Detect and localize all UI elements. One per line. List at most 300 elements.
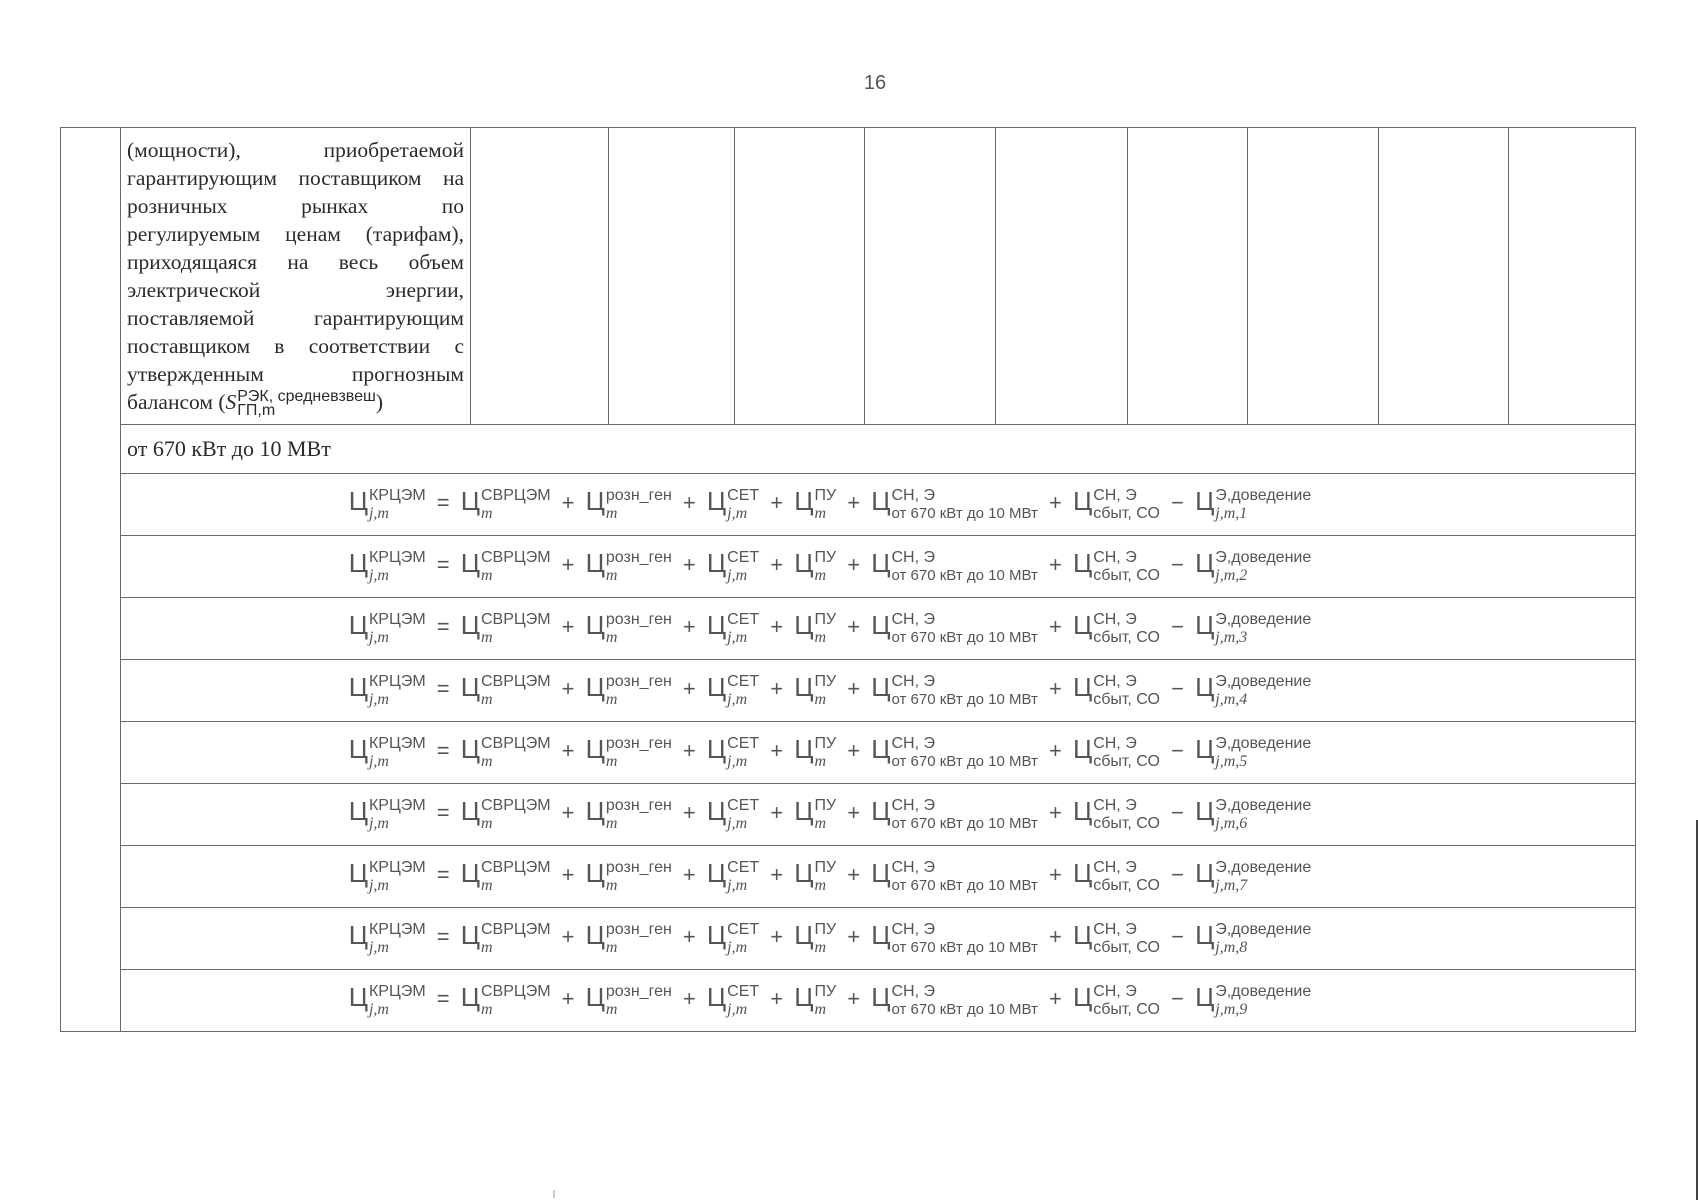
formula-subscript: m [605,814,618,832]
page-number: 16 [863,72,887,94]
formula-subscript: от 670 кВт до 10 МВт [891,938,1038,956]
formula-operator: + [847,614,861,640]
formula-subscript: m [480,504,493,522]
formula-symbol: Ц [706,982,727,1013]
formula-subscript: m [480,1000,493,1018]
formula-subscript: j,m,5 [1215,752,1248,770]
formula-superscript: СЕТ [727,672,760,690]
formula-symbol: Ц [460,548,480,579]
formula-superscript: ПУ [814,548,837,566]
formula-superscript: Э,доведение [1215,734,1312,752]
formula-operator: + [770,676,784,702]
formula-symbol: Ц [585,672,605,703]
formula-symbol: Ц [348,672,368,703]
formula-subscript: сбыт, СО [1093,814,1160,832]
formula-operator: − [1171,614,1184,640]
formula-subscript: m [814,938,827,956]
description-text [127,136,464,418]
formula-operator: + [847,738,861,764]
formula-cell [121,846,1636,908]
formula-cell [121,536,1636,598]
formula-superscript: розн_ген [605,920,672,938]
formula-operator: + [1048,862,1062,888]
formula-operator: + [682,738,696,764]
formula-operator: + [770,738,784,764]
formula-subscript: j,m,9 [1215,1000,1248,1018]
formula-symbol: Ц [871,858,891,889]
formula-row [61,846,1636,908]
formula-operator: + [682,552,696,578]
formula-subscript: m [605,566,618,584]
formula-subscript: j,m [368,1000,389,1018]
price-formula [349,796,1312,832]
formula-subscript: j,m [727,504,748,522]
formula-operator: + [770,552,784,578]
formula-operator: = [436,800,450,826]
formula-symbol: Ц [706,920,727,951]
value-cell [609,128,735,425]
formula-subscript: m [605,876,618,894]
formula-cell [121,784,1636,846]
formula-superscript: СН, Э [891,486,935,504]
formula-superscript: СН, Э [891,920,935,938]
formula-subscript: от 670 кВт до 10 МВт [891,628,1038,646]
formula-superscript: СН, Э [891,858,935,876]
formula-symbol: Ц [585,920,605,951]
formula-superscript: СВРЦЭМ [480,858,551,876]
formula-row [61,598,1636,660]
formula-symbol: Ц [460,920,480,951]
formula-operator: + [847,490,861,516]
formula-superscript: ПУ [814,796,837,814]
value-cell [996,128,1128,425]
formula-operator: + [561,490,575,516]
formula-operator: + [682,614,696,640]
formula-operator: + [847,924,861,950]
formula-operator: + [847,986,861,1012]
formula-symbol: Ц [460,734,480,765]
formula-symbol: Ц [706,610,727,641]
formula-superscript: Э,доведение [1215,796,1312,814]
formula-subscript: m [814,628,827,646]
formula-subscript: j,m [727,752,748,770]
formula-operator: + [561,862,575,888]
formula-operator: + [682,924,696,950]
formula-superscript: СН, Э [891,610,935,628]
formula-symbol: Ц [1072,610,1093,641]
formula-subscript: m [480,752,493,770]
formula-symbol: Ц [1195,920,1215,951]
formula-symbol: Ц [794,734,814,765]
value-cell [471,128,609,425]
formula-superscript: СЕТ [727,920,760,938]
formula-superscript: ПУ [814,734,837,752]
formula-superscript: СН, Э [1093,796,1137,814]
formula-symbol: Ц [1072,982,1093,1013]
formula-operator: + [1048,552,1062,578]
formula-symbol: Ц [1195,672,1215,703]
formula-cell [121,908,1636,970]
formula-symbol: Ц [871,610,891,641]
formula-superscript: СН, Э [891,734,935,752]
formula-symbol: Ц [871,982,891,1013]
formula-symbol: Ц [1195,796,1215,827]
formula-subscript: j,m,6 [1215,814,1248,832]
formula-row [61,784,1636,846]
formula-operator: + [561,614,575,640]
formula-subscript: m [814,504,827,522]
section-title: от 670 кВт до 10 МВт [121,425,1636,474]
formula-subscript: j,m [727,628,748,646]
formula-symbol: Ц [348,920,368,951]
formula-symbol: Ц [1195,734,1215,765]
formula-superscript: розн_ген [605,734,672,752]
formula-superscript: КРЦЭМ [368,610,426,628]
formula-cell [121,660,1636,722]
formula-superscript: СН, Э [1093,486,1137,504]
formula-subscript: j,m,4 [1215,690,1248,708]
formula-subscript: от 670 кВт до 10 МВт [891,1000,1038,1018]
price-formula [349,734,1312,770]
formula-superscript: СВРЦЭМ [480,548,551,566]
price-formula [349,672,1312,708]
formula-row [61,722,1636,784]
formula-operator: = [436,862,450,888]
formula-symbol: Ц [1195,982,1215,1013]
formula-superscript: ПУ [814,486,837,504]
formula-operator: + [847,676,861,702]
formula-subscript: j,m,1 [1215,504,1248,522]
formula-superscript: розн_ген [605,548,672,566]
formula-row [61,660,1636,722]
scan-artifact [553,1190,555,1198]
formula-subscript: m [480,690,493,708]
formula-subscript: сбыт, СО [1093,566,1160,584]
formula-symbol: S [225,390,237,414]
formula-cell [121,598,1636,660]
formula-symbol: Ц [1195,548,1215,579]
formula-symbol: Ц [871,486,891,517]
formula-symbol: Ц [794,610,814,641]
description-cell [121,128,471,425]
formula-superscript: СН, Э [1093,610,1137,628]
index-column-cell [61,128,121,1032]
formula-superscript: Э,доведение [1215,486,1312,504]
description-row [61,128,1636,425]
formula-symbol: Ц [348,486,368,517]
formula-symbol: Ц [585,982,605,1013]
formula-superscript: СН, Э [1093,920,1137,938]
formula-superscript: КРЦЭМ [368,858,426,876]
formula-superscript: розн_ген [605,796,672,814]
formula-symbol: Ц [460,858,480,889]
value-cell [1379,128,1509,425]
formula-subscript: m [605,1000,618,1018]
formula-row [61,474,1636,536]
formula-symbol: Ц [585,858,605,889]
formula-operator: = [436,738,450,764]
formula-symbol: Ц [585,486,605,517]
formula-superscript: КРЦЭМ [368,982,426,1000]
formula-symbol: Ц [706,548,727,579]
formula-symbol: Ц [585,610,605,641]
formula-operator: = [436,490,450,516]
formula-superscript: КРЦЭМ [368,734,426,752]
formula-operator: + [770,614,784,640]
formula-superscript: СН, Э [891,982,935,1000]
formula-superscript: розн_ген [605,610,672,628]
formula-subscript: j,m [368,876,389,894]
formula-subscript: j,m [727,814,748,832]
formula-operator: + [561,924,575,950]
formula-superscript: розн_ген [605,486,672,504]
formula-subscript: от 670 кВт до 10 МВт [891,504,1038,522]
formula-symbol: Ц [460,610,480,641]
formula-subscript: j,m [727,690,748,708]
formula-subscript: m [814,1000,827,1018]
formula-symbol: Ц [794,486,814,517]
formula-operator: − [1171,986,1184,1012]
formula-superscript: ПУ [814,610,837,628]
formula-superscript: СН, Э [1093,672,1137,690]
formula-symbol: Ц [871,734,891,765]
formula-operator: + [682,986,696,1012]
formula-symbol: Ц [794,858,814,889]
formula-subscript: m [814,814,827,832]
formula-superscript: РЭК, средневзвеш [237,388,376,406]
description-formula: (S РЭК, средневзвеш ГП,m ) [218,388,384,420]
formula-subscript: сбыт, СО [1093,938,1160,956]
value-cell [735,128,865,425]
formula-operator: + [770,490,784,516]
formula-symbol: Ц [871,920,891,951]
formula-symbol: Ц [871,548,891,579]
formula-subscript: j,m [727,1000,748,1018]
formula-symbol: Ц [585,734,605,765]
formula-superscript: СВРЦЭМ [480,734,551,752]
formula-superscript: СВРЦЭМ [480,486,551,504]
formula-subscript: m [605,752,618,770]
formula-superscript: ПУ [814,920,837,938]
formula-symbol: Ц [348,982,368,1013]
price-formula [349,858,1312,894]
formula-symbol: Ц [348,734,368,765]
formula-superscript: СВРЦЭМ [480,672,551,690]
formula-symbol: Ц [1195,486,1215,517]
formula-symbol: Ц [1072,486,1093,517]
formula-operator: + [847,552,861,578]
formula-subscript: j,m [368,938,389,956]
price-formula [349,610,1312,646]
formula-subscript: j,m [368,690,389,708]
formula-symbol: Ц [348,858,368,889]
formula-operator: + [1048,924,1062,950]
formula-superscript: КРЦЭМ [368,486,426,504]
formula-superscript: СН, Э [891,672,935,690]
formula-operator: + [1048,490,1062,516]
value-cell [1128,128,1248,425]
formula-operator: + [1048,800,1062,826]
formula-row [61,970,1636,1032]
formula-symbol: Ц [706,858,727,889]
formula-superscript: ПУ [814,982,837,1000]
value-cell [865,128,996,425]
formula-cell [121,722,1636,784]
formula-operator: + [561,552,575,578]
formula-subscript: j,m [368,814,389,832]
formula-operator: = [436,552,450,578]
formula-operator: + [847,862,861,888]
formula-subscript: сбыт, СО [1093,876,1160,894]
formula-cell [121,474,1636,536]
formula-subscript: ГП,m [237,402,276,420]
value-cell [1509,128,1636,425]
formula-subscript: сбыт, СО [1093,690,1160,708]
formula-superscript: СН, Э [1093,982,1137,1000]
formula-operator: + [1048,738,1062,764]
formula-superscript: СВРЦЭМ [480,982,551,1000]
formula-symbol: Ц [460,672,480,703]
formula-symbol: Ц [585,548,605,579]
formula-subscript: m [605,504,618,522]
formula-symbol: Ц [348,610,368,641]
formula-subscript: m [814,690,827,708]
formula-symbol: Ц [706,734,727,765]
formula-subscript: от 670 кВт до 10 МВт [891,752,1038,770]
formula-superscript: СЕТ [727,548,760,566]
formula-operator: + [561,800,575,826]
formula-operator: = [436,986,450,1012]
formula-superscript: ПУ [814,858,837,876]
formula-subscript: m [605,690,618,708]
formula-subscript: m [605,628,618,646]
formula-symbol: Ц [1072,796,1093,827]
formula-subscript: j,m,7 [1215,876,1248,894]
formula-symbol: Ц [1195,858,1215,889]
formula-subscript: сбыт, СО [1093,628,1160,646]
formula-subscript: от 670 кВт до 10 МВт [891,876,1038,894]
formula-subscript: j,m,3 [1215,628,1248,646]
formula-operator: + [561,986,575,1012]
formula-symbol: Ц [1072,920,1093,951]
formula-subscript: j,m [368,566,389,584]
formula-subscript: j,m [727,876,748,894]
formula-subscript: j,m [368,752,389,770]
formula-operator: + [770,924,784,950]
formula-operator: + [1048,986,1062,1012]
formula-symbol: Ц [871,796,891,827]
formula-operator: + [682,676,696,702]
formula-operator: + [682,800,696,826]
formula-subscript: от 670 кВт до 10 МВт [891,566,1038,584]
formula-operator: = [436,676,450,702]
formula-operator: + [682,490,696,516]
formula-superscript: СВРЦЭМ [480,610,551,628]
formula-superscript: КРЦЭМ [368,796,426,814]
description-body: (мощности), приобретаемой гарантирующим поставщиком на розничных рынках по регулируемым ценам (тарифам), приходящаяся на весь объем электрической энергии, поставляемой гарантирующим поставщиком в соответствии с утвержденным прогнозным балансом [127,138,464,414]
formula-symbol: Ц [794,920,814,951]
formula-symbol: Ц [706,796,727,827]
formula-operator: − [1171,490,1184,516]
price-formula [349,548,1312,584]
formula-superscript: розн_ген [605,982,672,1000]
formula-symbol: Ц [348,796,368,827]
formula-operator: − [1171,552,1184,578]
formula-subscript: m [480,814,493,832]
formula-operator: + [847,800,861,826]
formula-superscript: СВРЦЭМ [480,796,551,814]
formula-subscript: сбыт, СО [1093,1000,1160,1018]
formula-operator: + [770,800,784,826]
price-formula [349,486,1312,522]
formula-symbol: Ц [1072,672,1093,703]
formula-symbol: Ц [706,672,727,703]
formula-symbol: Ц [460,982,480,1013]
formula-subscript: сбыт, СО [1093,504,1160,522]
formula-subscript: сбыт, СО [1093,752,1160,770]
formula-operator: − [1171,800,1184,826]
formula-symbol: Ц [585,796,605,827]
formula-superscript: СЕТ [727,858,760,876]
formula-symbol: Ц [706,486,727,517]
formula-superscript: Э,доведение [1215,920,1312,938]
formula-subscript: j,m [727,566,748,584]
formula-operator: = [436,924,450,950]
formula-symbol: Ц [794,548,814,579]
formula-subscript: m [814,566,827,584]
formula-operator: + [770,986,784,1012]
formula-symbol: Ц [794,982,814,1013]
formula-superscript: СН, Э [1093,734,1137,752]
formula-operator: + [561,738,575,764]
formula-subscript: j,m [727,938,748,956]
formula-subscript: m [480,938,493,956]
formula-superscript: Э,доведение [1215,548,1312,566]
formula-symbol: Ц [794,672,814,703]
formula-subscript: m [814,876,827,894]
formula-subscript: от 670 кВт до 10 МВт [891,690,1038,708]
formula-subscript: от 670 кВт до 10 МВт [891,814,1038,832]
formula-subscript: m [480,566,493,584]
formula-superscript: КРЦЭМ [368,920,426,938]
formula-symbol: Ц [1072,858,1093,889]
formula-subscript: m [480,628,493,646]
formula-symbol: Ц [1195,610,1215,641]
formula-superscript: СЕТ [727,796,760,814]
formula-superscript: КРЦЭМ [368,672,426,690]
formula-superscript: СН, Э [1093,858,1137,876]
formula-operator: − [1171,862,1184,888]
formula-symbol: Ц [348,548,368,579]
formula-row [61,536,1636,598]
formula-subscript: j,m [368,504,389,522]
formula-superscript: розн_ген [605,672,672,690]
formula-cell [121,970,1636,1032]
formula-operator: + [1048,614,1062,640]
formula-subscript: j,m,2 [1215,566,1248,584]
formula-superscript: Э,доведение [1215,858,1312,876]
formula-subscript: m [480,876,493,894]
formula-symbol: Ц [460,796,480,827]
price-formula [349,920,1312,956]
formula-symbol: Ц [1072,548,1093,579]
formula-superscript: СН, Э [891,548,935,566]
tariff-table [60,127,1636,1032]
formula-row [61,908,1636,970]
formula-superscript: ПУ [814,672,837,690]
formula-superscript: СЕТ [727,982,760,1000]
formula-operator: + [682,862,696,888]
